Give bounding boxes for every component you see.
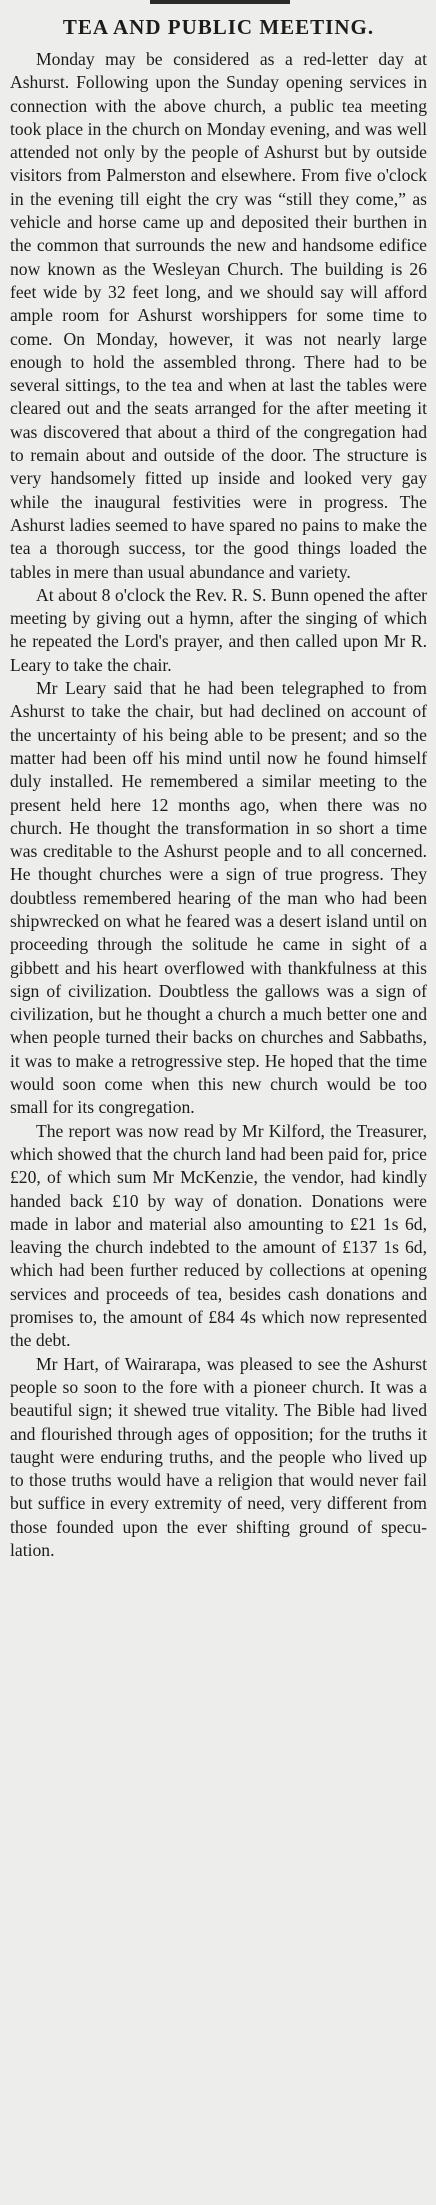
article-paragraph: Monday may be considered as a red-letter day at Ashurst. Following upon the Sunday opening services in connection with the above church, a public tea meeting took place in the church on Monday evening, and was well attended not only by the people of Ashurst but by outside visitors from Palmerston and elsewhere. From five o'clock in the evening till eight the cry was “still they come,” as vehicle and horse came up and deposited their burthen in the common that surrounds the new and handsome edifice now known as the Wesleyan Church. The building is 26 feet wide by 32 feet long, and we should say will afford ample room for Ashurst worshippers for some time to come. On Monday, however, it was not nearly large enough to hold the assembled throng. There had to be several sittings, to the tea and when at last the tables were cleared out and the seats arranged for the after meeting it was discovered that about a third of the congregation had to remain about and outside of the door. The structure is very handsomely fitted up inside and looked very gay while the inaugural festivities were in progress. The Ashurst ladies seemed to have spared no pains to make the tea a thorough success, tor the good things loaded the tables in mere than usual abundance and variety.: [10, 49, 427, 582]
article-headline: TEA AND PUBLIC MEETING.: [62, 15, 375, 39]
article-paragraph: Mr Hart, of Wairarapa, was pleased to see the Ashurst people so soon to the fore with a pioneer church. It was a beautiful sign; it shewed true vitality. The Bible had lived and flourished through ages of opposition; for the truths it taught were enduring truths, and the people who lived up to those truths would have a religion that would never fail but suffice in every extremity of need, very different from those founded upon the ever shifting ground of specu-lation.: [10, 1353, 427, 1560]
article-paragraph: Mr Leary said that he had been telegraphed to from Ashurst to take the chair, but had declined on account of the uncertainty of his being able to be present; and so the matter had been off his mind until now he found himself duly installed. He remembered a similar meeting to the present held here 12 months ago, when there was no church. He thought the transformation in so short a time was creditable to the Ashurst people and to all concerned. He thought churches were a sign of true progress. They doubtless remembered hearing of the man who had been shipwrecked on what he feared was a desert island until on proceeding through the solitude he came in sight of a gibbett and his heart overflowed with thankfulness at this sign of civilization. Doubtless the gallows was a sign of civilization, but he thought a church a much better one and when people turned their backs on churches and Sabbaths, it was to make a retrogressive step. He hoped that the time would soon come when this new church would be too small for its congregation.: [10, 678, 427, 1118]
article-paragraph: The report was now read by Mr Kilford, the Treasurer, which showed that the church land had been paid for, price £20, of which sum Mr McKenzie, the vendor, had kindly handed back £10 by way of donation. Donations were made in labor and material also amounting to £21 1s 6d, leaving the church indebted to the amount of £137 1s 6d, which had been further reduced by collections at opening services and proceeds of tea, besides cash donations and promises to, the amount of £84 4s which now represented the debt.: [10, 1120, 427, 1351]
article-body: [10, 48, 427, 1562]
top-rule: [150, 0, 290, 4]
article-paragraph: At about 8 o'clock the Rev. R. S. Bunn opened the after meeting by giving out a hymn, after the singing of which he repeated the Lord's prayer, and then called upon Mr R. Leary to take the chair.: [10, 584, 427, 675]
